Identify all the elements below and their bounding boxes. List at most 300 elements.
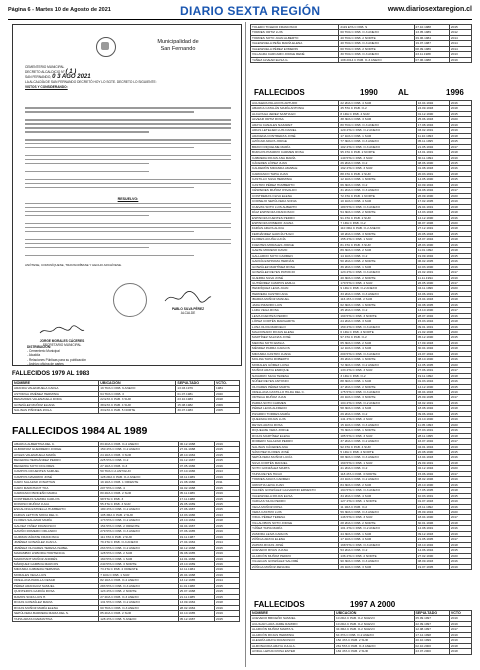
table-cell: 2020 <box>449 193 471 198</box>
table-cell: 29 2DA C PAB. O-2 <box>339 411 416 416</box>
table-cell: TORRES SOTO JUAN ALBERTO <box>251 35 339 40</box>
table-cell: CARRASCO BRICEÑO MARIA <box>13 491 99 496</box>
table-cell: 05.09.1994 <box>416 509 449 514</box>
table-cell: 19.07.1995 <box>416 564 449 569</box>
table-cell: 17.11.1988 <box>178 496 214 501</box>
table-1990-1996 <box>250 100 472 570</box>
table-cell: 36 2DA C PAB. 1 SUR <box>339 264 416 269</box>
table-cell: 2019 <box>215 534 240 539</box>
table-cell: 2015 <box>449 335 471 340</box>
table-cell: 10 2DA C PAB. O-2 NUEVO <box>334 621 414 626</box>
table-cell: 25.06.1993 <box>416 117 449 122</box>
table-cell: GONZÁLEZ MUÑOZ ELIANA <box>13 402 99 407</box>
table-cell: YÁÑEZ TAPIA MARÍA <box>251 526 339 531</box>
table-cell: 2015 <box>449 160 471 165</box>
table-cell: QUEZADA ROJAS LUIS <box>251 417 339 422</box>
municipal-decree-notice <box>12 24 242 366</box>
table-cell: 101 4TA C PAB. O-2 ANEXO <box>339 526 416 531</box>
table-cell: 2019 <box>449 275 471 280</box>
table-cell: 14.12.1990 <box>416 384 449 389</box>
table-cell: 2018 <box>449 649 471 654</box>
table-cell: 95 4TA C PAB. 2 NORTE <box>339 150 416 155</box>
secretary-name: JORGE MORALES CÁCERES <box>39 339 85 343</box>
table-cell: 14.05.1990 <box>416 177 449 182</box>
table-cell: 2019 <box>449 122 471 127</box>
date-stamp: 0 3 AGO 2021 <box>52 74 91 80</box>
col-header: SEPULTADO <box>414 611 449 616</box>
table-cell: 2017 <box>449 188 471 193</box>
table-cell: 2019 <box>449 155 471 160</box>
table-cell: 15.08.1982 <box>176 402 215 407</box>
table-cell: 12.08.1991 <box>416 526 449 531</box>
table-cell: 133 4TA C PAB. 3 SUR <box>339 368 416 373</box>
table-cell: 05.12.1987 <box>178 616 214 621</box>
table-cell: 104 4TA C PAB. O-2 ANEXO <box>339 400 416 405</box>
table-cell: MORALES VEGA LUIS <box>13 572 99 577</box>
table-cell: 17 1RA C PAB. 4 SUR <box>339 537 416 542</box>
table-cell: ROJAS GONZÁLEZ MARIA <box>13 600 99 605</box>
table-cell: 2013 <box>215 469 240 474</box>
table-cell: 29.06.1984 <box>414 35 449 40</box>
table-cell: 2020 <box>449 466 471 471</box>
table-cell: 60 TRA C PAB. O-3 ANEXO <box>339 30 414 35</box>
table-cell: 11 1RA C PAB. O-2 <box>339 504 416 509</box>
section-title-word: FALLECIDOS <box>254 88 305 97</box>
table-cell: VILLEGAS GONZÁLEZ SALOMÉ <box>251 559 339 564</box>
table-cell: BENAVIDES VALENZUELA DORA <box>13 397 99 402</box>
table-cell: MIRANDA CABRERA HERMINIA <box>13 567 99 572</box>
table-cell: ABARCA ALBERTINA DEL C. <box>13 442 99 447</box>
signature-scribble-icon <box>37 325 87 337</box>
table-cell: 10 1RA C PAB. 4 SUR <box>339 199 416 204</box>
secretary-role: SECRETARIO MUNICIPAL <box>42 343 82 348</box>
table-cell: 2016 <box>449 324 471 329</box>
table-cell: 279 5TA C PAB. O-3 ANEXO <box>99 529 178 534</box>
table-cell: 2017 <box>449 144 471 149</box>
table-cell: 22.10.1990 <box>416 417 449 422</box>
table-cell: 80 TRA C PAB. O-3 ANEXO <box>339 122 416 127</box>
table-cell: ROJAS MARTÍNEZ ELENA <box>251 433 339 438</box>
table-cell: ARANDA VALENZUELA CARLA <box>13 386 99 391</box>
table-cell: OLIVARES PÉREZ MARTA <box>251 384 339 389</box>
table-cell: 27 2DA C PAB. O-3 ANEXO <box>99 594 178 599</box>
table-cell: 89 3RA C PAB. 2 SUR <box>339 248 416 253</box>
table-cell: 2015 <box>449 411 471 416</box>
table-cell: BURGOS PIZARRO CARMEN ROSA <box>251 150 339 155</box>
table-cell: ARAVENA CONTRERAS JOSÉ <box>251 133 339 138</box>
decree-meta <box>25 65 225 90</box>
table-cell: 2016 <box>449 313 471 318</box>
table-cell: 27.06.1991 <box>416 368 449 373</box>
table-cell: 22.09.1997 <box>414 621 449 626</box>
table-cell: 2011 <box>215 480 240 485</box>
table-cell: 20 1RA C PAB. 3 NORTE <box>339 395 416 400</box>
table-cell: 2018 <box>215 600 240 605</box>
table-cell: 02.12.1988 <box>178 545 214 550</box>
table-cell: 23 1RA C PAB. O-2 ANEXO <box>339 477 416 482</box>
table-cell: 06.04.1993 <box>416 390 449 395</box>
table-cell: 23.11.1988 <box>414 52 449 57</box>
table-cell: FUENTES MORALES JORGE <box>251 242 339 247</box>
table-cell: 2018 <box>449 373 471 378</box>
table-cell: 13.01.1991 <box>416 150 449 155</box>
table-cell: VILLAGRA CARCAMO JORGE RENÉ <box>251 52 339 57</box>
official-stamp-icon <box>113 283 147 317</box>
table-cell: ZÚÑIGA ARAYA ELENA <box>251 537 339 542</box>
table-cell: 12 1RA C PAB. 4 SUR <box>339 346 416 351</box>
table-cell: 2015 <box>449 177 471 182</box>
table-cell: AGUILERA PALACIOS ARTURO <box>251 101 339 106</box>
table-cell: 17.08.1994 <box>416 122 449 127</box>
table-cell: 261 5TA C PAB. O-3 ANEXO <box>334 643 414 648</box>
table-cell: 180 5TA C PAB. O-3 ANEXO <box>339 204 416 209</box>
table-cell: 58 3RA C PAB. 4 SUR <box>339 406 416 411</box>
table-cell: 2020 <box>449 422 471 427</box>
table-cell: 55 3TA C PAB. 3 SUR <box>99 501 178 506</box>
table-cell: 07.05.1986 <box>178 463 214 468</box>
table-cell: 81 4TA C PAB. 3 SUR <box>339 242 416 247</box>
page-header <box>8 4 472 18</box>
table-cell: 12.05.1995 <box>416 362 449 367</box>
signature-scribble-icon <box>163 291 213 305</box>
table-cell: 2019 <box>449 444 471 449</box>
table-cell: 13.10.1990 <box>416 308 449 313</box>
municipality-line-1: Municipalidad de <box>157 39 199 45</box>
table-cell: 12.12.1990 <box>416 215 449 220</box>
table-cell: MARCHANT MUÑOZ ANDRÉS <box>13 556 99 561</box>
table-cell: 05.11.1986 <box>178 491 214 496</box>
table-cell: 28.03.1990 <box>416 242 449 247</box>
table-cell: CÉSPEDES MUÑOZ OSVALDO <box>251 188 339 193</box>
table-cell: 168 5TA C PAB. O-3 ANEXO <box>339 542 416 547</box>
section-title-1979: FALLECIDOS 1979 AL 1983 <box>12 371 90 377</box>
table-cell: 27.10.1988 <box>414 25 449 30</box>
table-cell: FLORES ACUÑA LUCÍA <box>251 237 339 242</box>
table-cell: ZAPATA ROJAS JOSÉ <box>251 542 339 547</box>
table-cell: 28.07.1992 <box>416 313 449 318</box>
table-cell: PÉREZ ARANGUIZ SAMUEL <box>13 583 99 588</box>
table-cell: 20.08.1990 <box>416 450 449 455</box>
col-header: VCTO <box>449 611 471 616</box>
table-cell: 29.05.1989 <box>178 501 214 506</box>
table-cell: 09.06.1994 <box>416 411 449 416</box>
table-cell: SALINAS PIÑONES ZOILA <box>13 408 99 413</box>
table-cell: 25.09.1995 <box>416 395 449 400</box>
table-cell: 2015 <box>215 507 240 512</box>
section-title-word: AL <box>398 88 409 97</box>
table-cell: 2015 <box>215 594 240 599</box>
table-cell: ACEVEDO RIVAS JUANA <box>251 548 339 553</box>
table-cell: CABRERA ROJAS ANA MARÍA <box>251 155 339 160</box>
table-cell: MOLINA TAPIA ROBERTO <box>251 357 339 362</box>
table-cell: 01.07.1993 <box>416 499 449 504</box>
table-cell: 146 5TA C PAB. 3 SUR <box>339 515 416 520</box>
table-cell: 26.05.1990 <box>416 280 449 285</box>
table-cell: 18 2DA C PAB. 3 NORTE <box>339 231 416 236</box>
table-cell: 190 5TA C PAB. 3 NORTE <box>339 313 416 318</box>
table-cell: 2015 <box>449 139 471 144</box>
table-cell: 2019 <box>449 128 471 133</box>
table-cell: 21.05.1992 <box>416 144 449 149</box>
table-cell: 2018 <box>449 297 471 302</box>
table-cell: 19.11.1992 <box>416 373 449 378</box>
table-cell: 2019 <box>449 417 471 422</box>
table-cell: 118 4TA C PAB. 3 NORTE <box>339 471 416 476</box>
distribution-heading: DISTRIBUCIÓN: <box>27 345 52 349</box>
table-cell: 207 5TA C PAB. 4 <box>99 485 178 490</box>
table-cell: 23.07.2000 <box>414 649 449 654</box>
table-cell: 2015 <box>215 458 240 463</box>
table-cell: 185 5TA C PAB. 3 SUR <box>339 433 416 438</box>
table-cell: 2015 <box>449 111 471 116</box>
table-cell: DONOSO MUÑOZ JULIA <box>13 501 99 506</box>
table-cell: 17.05.1995 <box>416 488 449 493</box>
table-cell: 2015 <box>449 493 471 498</box>
table-cell: LÓPEZ CORTÉS MARGARITA <box>251 319 339 324</box>
table-cell: 24 1RA C PAB. 3 SUR <box>99 452 178 457</box>
table-cell: 2019 <box>449 477 471 482</box>
section-title-range: 1997 A 2000 <box>350 600 396 609</box>
table-cell: 7 1RA C PAB. O-2 <box>339 220 416 225</box>
table-cell: 01.03.1994 <box>416 379 449 384</box>
table-cell: 2019 <box>215 551 240 556</box>
table-cell: 13.12.1985 <box>178 578 214 583</box>
page-date-label: Página 6 - Martes 10 de Agosto de 2021 <box>8 7 111 13</box>
table-cell: 27.01.1988 <box>178 447 214 452</box>
table-cell: 13.03.1979 <box>176 386 215 391</box>
table-cell: 72 3RA C PAB. O-2 ANEXO <box>339 362 416 367</box>
meta-line: LA ALCALDÍA DE SAN FERNANDO DECRETÓ HOY LO SGTE. DECRETO LO SIGUIENTE: <box>25 80 157 84</box>
table-cell: 2014 <box>449 41 471 46</box>
table-cell: 72 4TA C PAB. 1 NORTE <box>339 193 416 198</box>
table-cell: 9 1RA C PAB. O-2 ANEXO <box>339 286 416 291</box>
table-cell: 2016 <box>449 482 471 487</box>
table-cell: 2015 <box>449 450 471 455</box>
header-rule <box>8 19 472 20</box>
table-cell: 2018 <box>449 643 471 648</box>
table-cell: 2012 <box>449 30 471 35</box>
table-cell: 170 5TA C PAB. 4 SUR <box>339 280 416 285</box>
table-cell: 05.11.1995 <box>416 139 449 144</box>
table-cell: LEIVA FUENTES PEDRO <box>251 313 339 318</box>
table-cell: 04.11.1996 <box>416 286 449 291</box>
table-cell: 2019 <box>215 474 240 479</box>
table-cell: 09.08.1985 <box>178 551 214 556</box>
table-cell: 08.06.1990 <box>416 160 449 165</box>
table-cell: 20.05.1993 <box>416 231 449 236</box>
table-cell: 155 4TA C PAB. 1 SUR <box>339 237 416 242</box>
table-cell: 88 4TA C PAB. 2 SUR <box>339 171 416 176</box>
table-cell: 03.10.1992 <box>416 542 449 547</box>
table-cell: 200 5TA C PAB. O-3 ANEXO <box>339 351 416 356</box>
table-cell: 09.01.1991 <box>416 324 449 329</box>
table-cell: 283 5TA C PAB. O-3 ANEXO <box>99 583 178 588</box>
table-cell: 2019 <box>449 632 471 637</box>
table-cell: CAMPOS CIFUENTES SAMUEL <box>13 469 99 474</box>
table-cell: 23.10.1989 <box>178 561 214 566</box>
table-cell: 22 2DA C PAB. 4 SUR <box>339 101 416 106</box>
table-cell: ZÚÑIGA MUÑOZ ZENAIDA <box>251 564 339 569</box>
table-cell: 92 4TA C PAB. 4 SUR <box>339 444 416 449</box>
table-cell: 111 3TA C PAB. 2 SUR <box>99 534 178 539</box>
table-cell: 14.06.1994 <box>416 548 449 553</box>
table-cell: 26 2DA C PAB. O-2 <box>339 160 416 165</box>
table-cell: 28.11.1995 <box>416 433 449 438</box>
table-cell: 33 ETA C PAB. 5 NORTE <box>99 408 176 413</box>
table-cell: MÉNDEZ PARRA CARLOS <box>251 346 339 351</box>
table-cell: 20.10.1999 <box>414 638 449 643</box>
table-cell: 2017 <box>449 308 471 313</box>
table-cell: 2016 <box>449 357 471 362</box>
table-cell: BECERRA SOTO DOLORES <box>13 463 99 468</box>
table-cell: 2019 <box>215 556 240 561</box>
table-cell: SEPÚLVEDA MUÑOZ LUCÍA <box>251 455 339 460</box>
table-cell: ALARCÓN ROJAS HERMINIA <box>251 632 335 637</box>
table-cell: 02.10.2000 <box>414 643 449 648</box>
table-cell: 2015 <box>215 496 240 501</box>
table-cell: 184 4TA C PAB. 2 SUR <box>334 649 414 654</box>
table-cell: TAPIA REYES HUGO <box>251 471 339 476</box>
column-divider <box>245 22 246 667</box>
table-cell: 23.11.1992 <box>416 504 449 509</box>
table-cell: 2015 <box>449 25 471 30</box>
table-cell: 30.11.1994 <box>416 155 449 160</box>
table-cell: 2013 <box>449 52 471 57</box>
table-cell: ALEGRÍA ARAYA FRANCISCO <box>251 638 335 643</box>
table-cell: ARIAS LETELIER LUIS DANIEL <box>251 128 339 133</box>
table-cell: 44 3RA C PAB. 1 SUR <box>339 531 416 536</box>
table-cell: 40 TRA C PAB. O-3 ANEXO <box>339 41 414 46</box>
table-cell: PARRA SOTO CARMEN <box>251 400 339 405</box>
table-cell: JIMÉNEZ GONZÁLEZ JUAN A. <box>13 540 99 545</box>
table-cell: 2016 <box>215 463 240 468</box>
table-cell: NÚÑEZ REYES ANTONIO <box>251 379 339 384</box>
mayor-name: PABLO SILVA PÉREZ <box>171 307 205 311</box>
table-cell: GALLARDO SOTO CARMEN <box>251 253 339 258</box>
table-cell: GARCÍA ESPINOZA HERNÁN <box>251 259 339 264</box>
table-cell: 40 3RA C PAB. 2 NORTE <box>339 275 416 280</box>
table-cell: 2015 <box>449 291 471 296</box>
table-cell: 154 5TA C PAB. 2 ORIENTE <box>99 523 178 528</box>
table-cell: 10.03.1991 <box>416 493 449 498</box>
table-cell: YAÑEZ ALVEAR ELISA G. <box>251 57 339 62</box>
table-cell: HERRERA CASTRO ANA <box>251 291 339 296</box>
table-cell: 2016 <box>449 455 471 460</box>
table-cell: 39 2DA C PAB. 1 NORTE <box>339 357 416 362</box>
table-cell: 2020 <box>449 553 471 558</box>
table-cell: 7 1RA C PAB. 1 SUR <box>99 572 178 577</box>
table-cell: 17.09.1993 <box>416 340 449 345</box>
table-cell: GAETE MORENO DAVID <box>251 248 339 253</box>
table-cell: 38 ETA C PAB. 4 SUR <box>99 402 176 407</box>
table-cell: QUINTEROS GARCÍA ROSA <box>13 589 99 594</box>
table-cell: 2018 <box>449 433 471 438</box>
table-cell: 02.08.1995 <box>416 302 449 307</box>
table-cell: 2018 <box>449 520 471 525</box>
table-cell: 18.08.1992 <box>416 406 449 411</box>
table-cell: CAMPOS NAVARRO JOSÉ <box>13 474 99 479</box>
table-cell: 5 1RA C PAB. 2 NORTE <box>339 450 416 455</box>
table-cell: DÍAZ ESPINOZA FRANCISCO <box>251 210 339 215</box>
table-cell: 19.09.1992 <box>416 253 449 258</box>
table-cell: 2017 <box>449 368 471 373</box>
table-cell: 2017 <box>449 627 471 632</box>
table-cell: 136 4TA C PAB. 2 NORTE <box>339 553 416 558</box>
table-cell: 2017 <box>449 515 471 520</box>
table-cell: 2018 <box>449 460 471 465</box>
table-cell: ALCAYAGA JEREZ SANTIAGO <box>251 111 339 116</box>
table-cell: 08.09.1993 <box>416 559 449 564</box>
table-cell: 2005 <box>215 408 240 413</box>
table-cell: 22 ETA C PAB. 3 SUR <box>99 397 176 402</box>
table-cell: 27.04.1984 <box>178 540 214 545</box>
table-cell: 27.12.1991 <box>416 226 449 231</box>
table-cell: CORNEJO SEPÚLVEDA SONIA <box>251 199 339 204</box>
table-cell: 2018 <box>449 346 471 351</box>
table-1997-2000 <box>250 610 472 655</box>
table-cell: 41 2DA C PAB. O-2 <box>339 466 416 471</box>
table-cell: 85 2DA C PAB. 2 SUR <box>99 611 178 616</box>
table-cell: 06.07.1996 <box>416 220 449 225</box>
table-cell: 28.02.1984 <box>178 605 214 610</box>
table-cell: 01.12.1990 <box>416 111 449 116</box>
table-cell: 45 5TA C PAB. O-2 <box>339 106 416 111</box>
table-cell: ALARCÓN MUÑOZ PEDRO <box>251 553 339 558</box>
table-cell: 2017 <box>449 270 471 275</box>
col-header: NOMBRE <box>251 611 335 616</box>
table-cell: 23.04.1993 <box>416 297 449 302</box>
table-cell: 50 2DA C PAB. 2 NORTE <box>339 259 416 264</box>
table-cell: 2018 <box>449 204 471 209</box>
table-cell: 28.10.1984 <box>178 452 214 457</box>
site-url-link[interactable]: www.diariosextaregion.cl <box>387 6 472 13</box>
table-cell: 2019 <box>449 340 471 345</box>
table-cell: 21.11.1985 <box>178 594 214 599</box>
table-cell: 26.10.1990 <box>416 482 449 487</box>
table-cell: 2015 <box>449 384 471 389</box>
table-cell: 2018 <box>449 106 471 111</box>
table-cell: 2016 <box>449 400 471 405</box>
table-cell: LARA VEGA ROSA <box>251 308 339 313</box>
table-cell: CONTRERAS OLIVA ELENA <box>251 193 339 198</box>
table-cell: 10.09.1994 <box>416 182 449 187</box>
table-cell: 98 5TA C PAB. 3 <box>99 496 178 501</box>
distribution-item: - Alcaldía <box>27 353 41 358</box>
table-cell: 3 1RA C PAB. O-2 <box>339 373 416 378</box>
table-cell: 2019 <box>449 616 471 621</box>
table-cell: 06.12.1988 <box>178 442 214 447</box>
table-cell: 2019 <box>215 529 240 534</box>
table-cell: 160 5TA C PAB. 1 SUR <box>339 460 416 465</box>
table-cell: 01.08.1993 <box>416 166 449 171</box>
distribution-item: - Cementerio Municipal <box>27 349 60 354</box>
table-cell: ALBORNOZ GUERRERO JORGE <box>13 447 99 452</box>
table-cell: 04.08.1992 <box>416 188 449 193</box>
table-cell: 2017 <box>449 471 471 476</box>
table-cell: CARO MARCHANT TOA <box>13 485 99 490</box>
table-cell: 2015 <box>449 231 471 236</box>
table-cell: NAVARRO SILVA TERESA <box>251 373 339 378</box>
table-cell: ALARCÓN MUÑOZ MARTA S. <box>251 627 335 632</box>
table-cell: 04.01.1994 <box>416 444 449 449</box>
table-cell: CALDERÓN MIRANDA AMABLE <box>251 166 339 171</box>
table-cell: 2015 <box>215 452 240 457</box>
table-cell: 25.07.1988 <box>178 589 214 594</box>
table-cell: GALVEZ YAÑEZ FRANCISCO <box>13 523 99 528</box>
table-cell: 2018 <box>449 171 471 176</box>
table-cell: CASTRO PÉREZ HUMBERTO <box>251 182 339 187</box>
table-cell: 173 5TA C PAB. O-2 ANEXO <box>99 518 178 523</box>
